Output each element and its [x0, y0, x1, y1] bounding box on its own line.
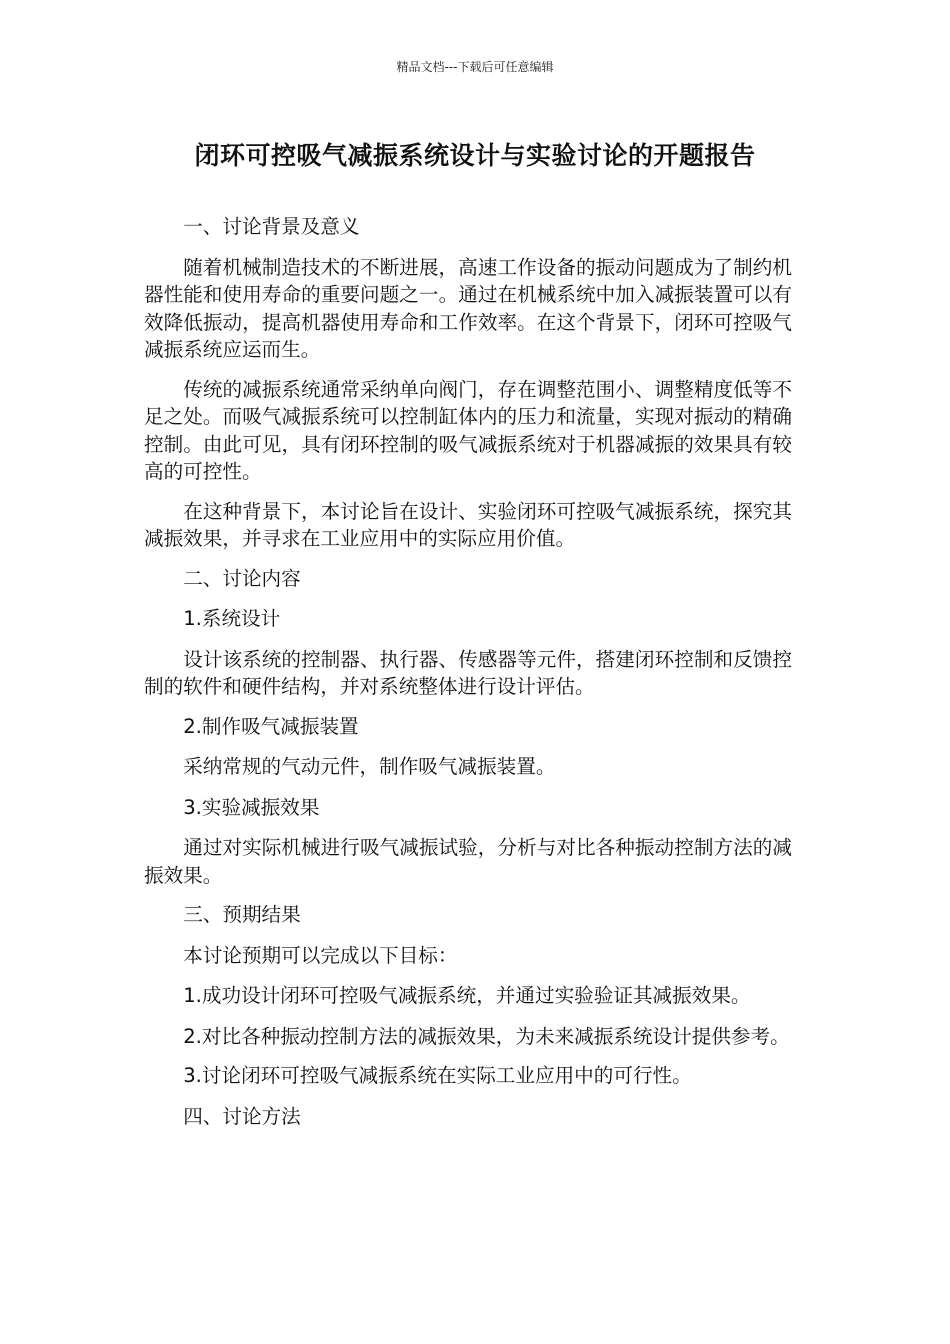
document-title: 闭环可控吸气减振系统设计与实验讨论的开题报告 [194, 141, 756, 170]
list-item: 3.讨论闭环可控吸气减振系统在实际工业应用中的可行性。 [183, 1064, 692, 1087]
subsection-heading: 3.实验减振效果 [183, 795, 320, 819]
paragraph: 在这种背景下，本讨论旨在设计、实验闭环可控吸气减振系统，探究其减振效果，并寻求在工业应用中的实际应用价值。 [144, 499, 792, 550]
list-item: 2.对比各种振动控制方法的减振效果，为未来减振系统设计提供参考。 [183, 1024, 790, 1048]
paragraph: 通过对实际机械进行吸气减振试验，分析与对比各种振动控制方法的减振效果。 [144, 836, 792, 887]
section-heading-1: 一、讨论背景及意义 [183, 215, 360, 238]
paragraph: 随着机械制造技术的不断进展，高速工作设备的振动问题成为了制约机器性能和使用寿命的重要问题之一。通过在机械系统中加入减振装置可以有效降低振动，提高机器使用寿命和工作效率。在这个背景下，闭环可控吸气减振系统应运而生。 [144, 255, 792, 361]
subsection-heading: 2.制作吸气减振装置 [183, 714, 359, 738]
list-item: 1.成功设计闭环可控吸气减振系统，并通过实验验证其减振效果。 [183, 984, 751, 1007]
section-heading-4: 四、讨论方法 [183, 1104, 301, 1128]
header-note: 精品文档---下载后可任意编辑 [396, 60, 554, 74]
document-body [144, 213, 792, 1143]
section-heading-2: 二、讨论内容 [183, 566, 301, 590]
paragraph: 本讨论预期可以完成以下目标： [183, 943, 458, 967]
paragraph: 采纳常规的气动元件，制作吸气减振装置。 [183, 755, 556, 778]
paragraph: 设计该系统的控制器、执行器、传感器等元件，搭建闭环控制和反馈控制的软件和硬件结构，并对系统整体进行设计评估。 [144, 647, 792, 698]
section-heading-3: 三、预期结果 [183, 903, 301, 926]
paragraph: 传统的减振系统通常采纳单向阀门，存在调整范围小、调整精度低等不足之处。而吸气减振系统可以控制缸体内的压力和流量，实现对振动的精确控制。由此可见，具有闭环控制的吸气减振系统对于机器减振的效果具有较高的可控性。 [144, 377, 792, 483]
subsection-heading: 1.系统设计 [183, 607, 281, 630]
